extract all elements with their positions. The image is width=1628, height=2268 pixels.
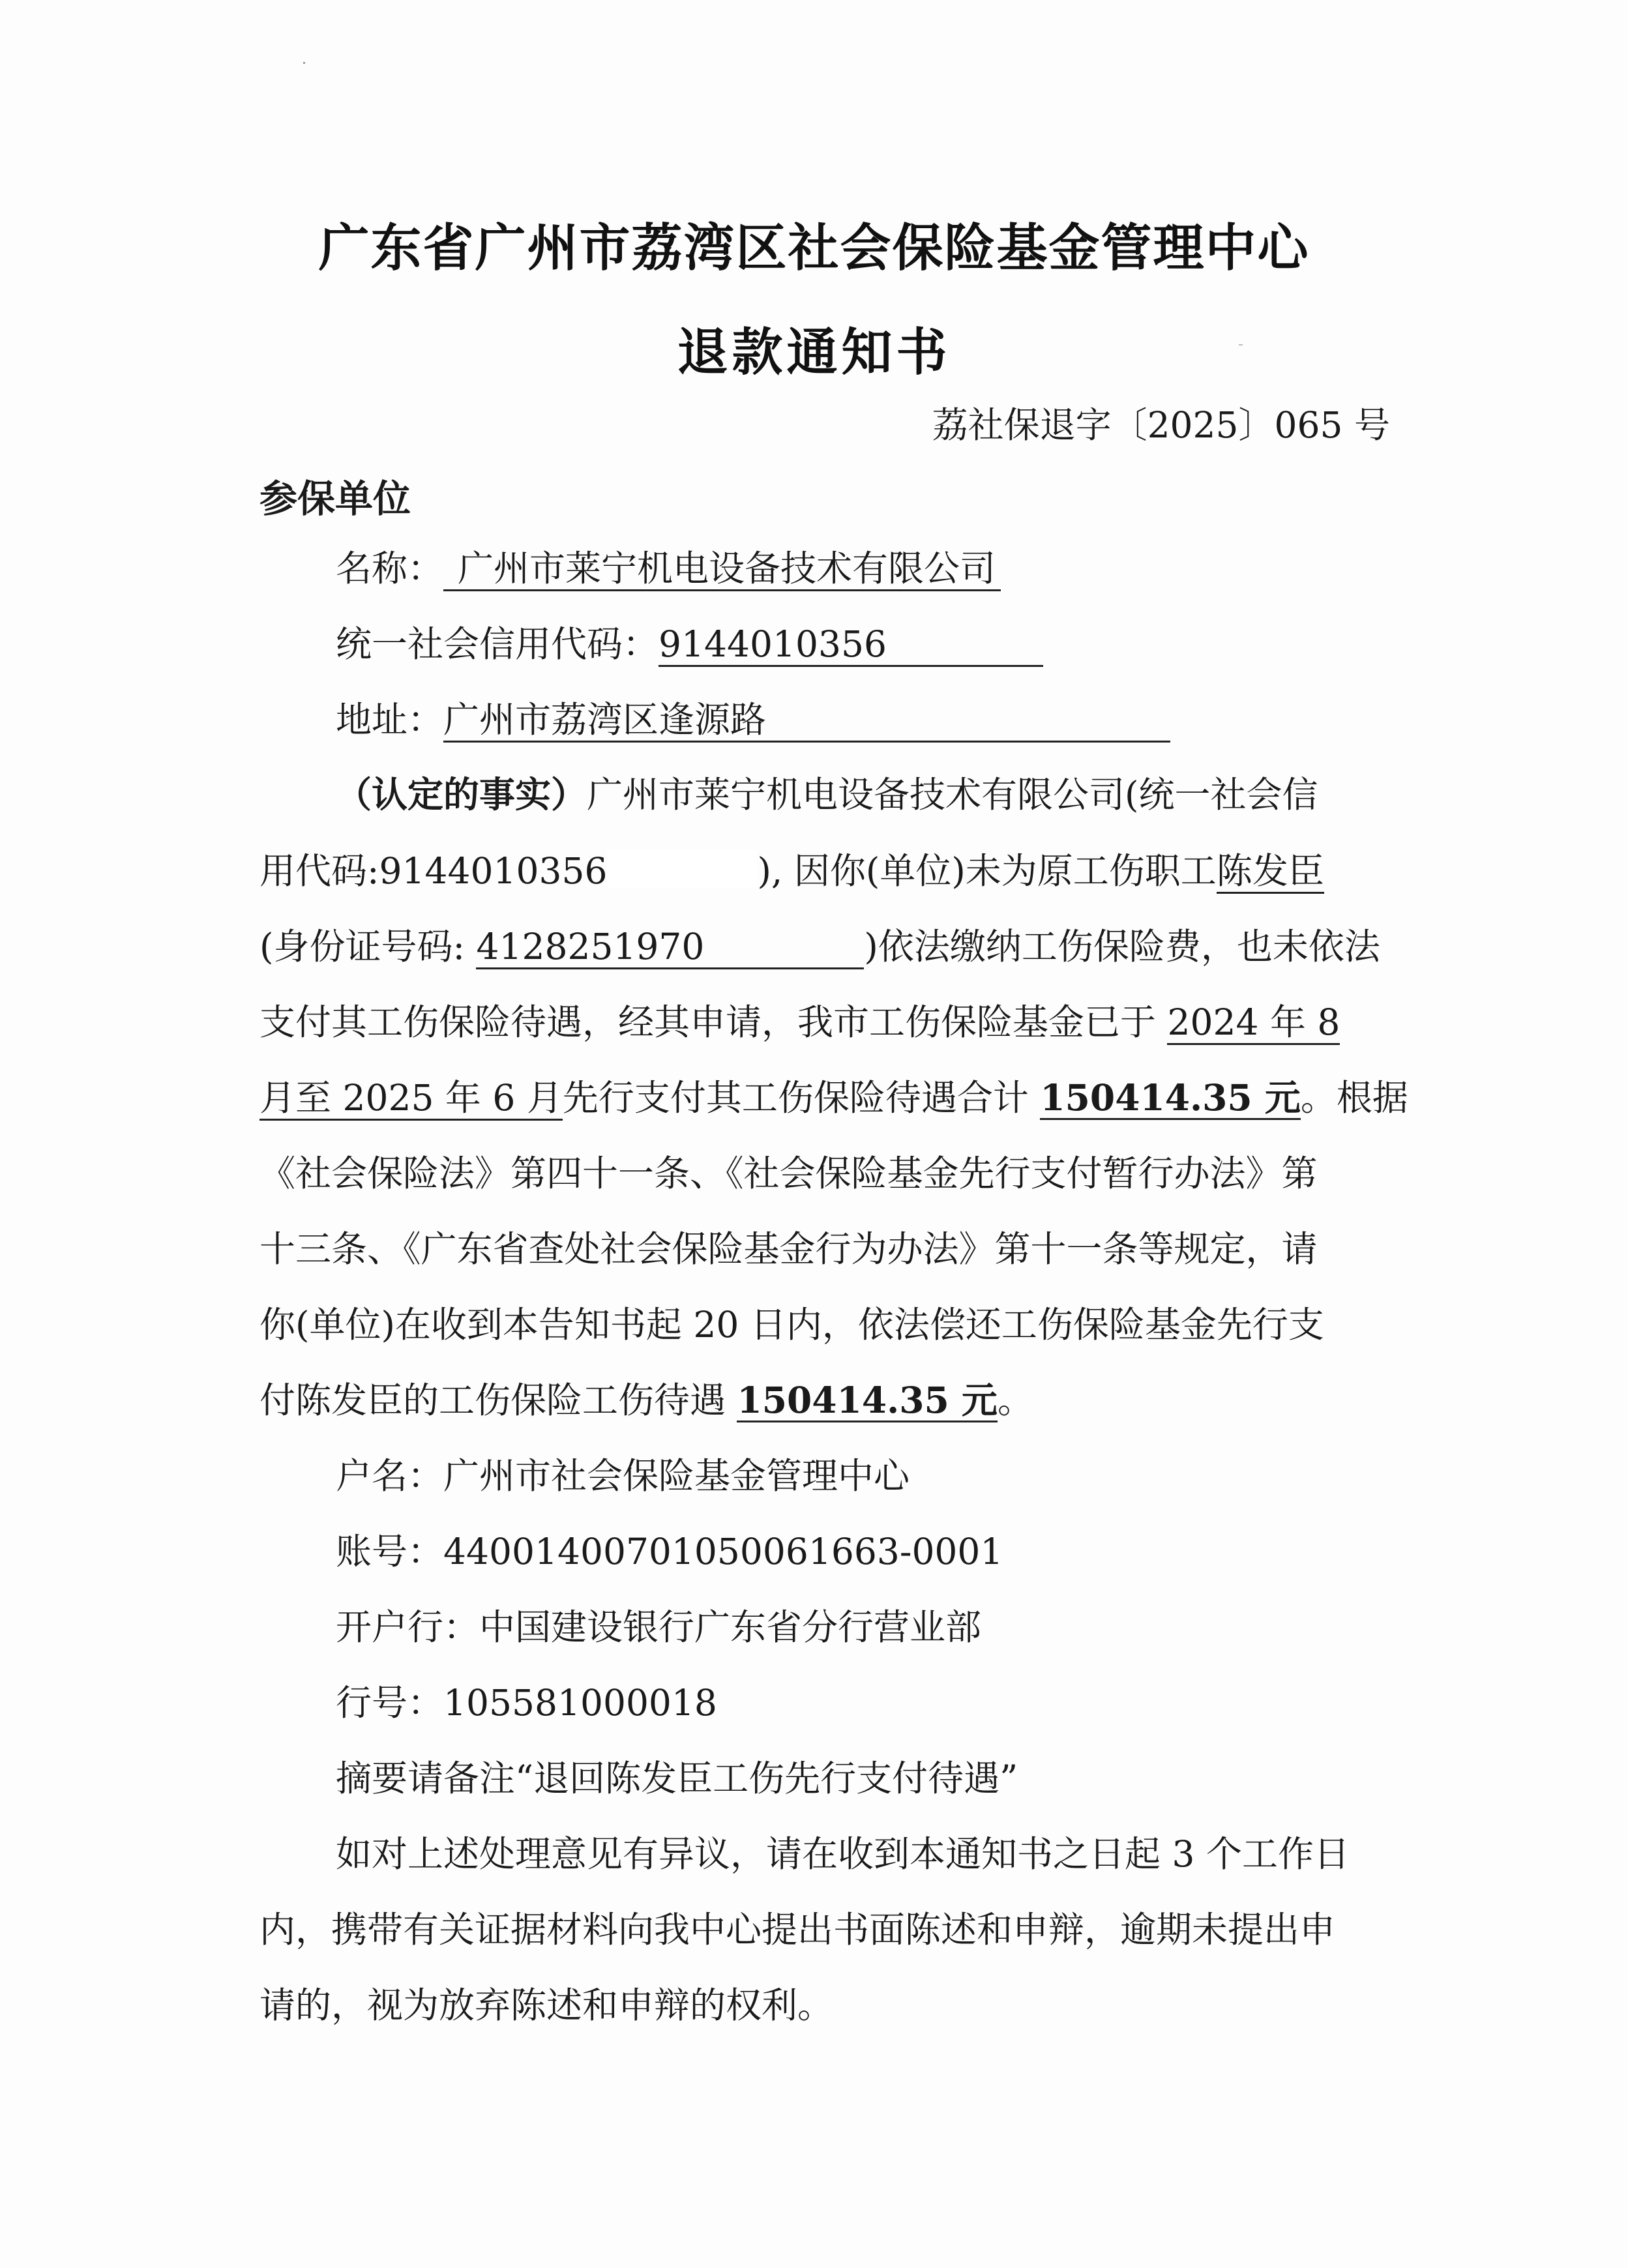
unit-name-label: 名称： [336,548,444,589]
id-number: 4128251970 [476,926,864,969]
unit-name-value: 广州市莱宁机电设备技术有限公司 [443,548,1001,591]
facts-text-9b: 。 [997,1379,1033,1421]
unit-name-row [336,540,1001,591]
facts-line-5 [259,1069,1408,1121]
objection-line-3: 请的，视为放弃陈述和申辩的权利。 [259,1984,834,2026]
objection-line-2: 内，携带有关证据材料向我中心提出书面陈述和申辩，逾期未提出申 [259,1909,1336,1951]
facts-text-3a: (身份证号码: [259,926,477,967]
account-number: 账号：44001400701050061663-0001 [336,1531,1003,1572]
facts-line-6: 《社会保险法》第四十一条、《社会保险基金先行支付暂行办法》第 [259,1153,1318,1194]
facts-text-1: 广州市莱宁机电设备技术有限公司(统一社会信 [587,774,1318,816]
period-end: 月至 2025 年 6 月 [259,1078,563,1121]
org-title: 广东省广州市荔湾区社会保险基金管理中心 [318,219,1310,278]
worker-name: 陈发臣 [1217,851,1324,894]
credit-code-row [336,615,1043,667]
account-name: 户名：广州市社会保险基金管理中心 [336,1455,910,1497]
facts-text-9a: 付陈发臣的工伤保险工伤待遇 [259,1379,737,1421]
facts-line-4 [259,994,1340,1045]
facts-text-5b: 先行支付其工伤保险待遇合计 [562,1077,1041,1119]
address-label: 地址： [336,699,444,741]
facts-line-3 [259,918,1380,969]
bank-code: 行号：105581000018 [336,1682,717,1724]
refund-amount: 150414.35 元 [1040,1077,1300,1120]
facts-text-4a: 支付其工伤保险待遇，经其申请，我市工伤保险基金已于 [259,1001,1168,1043]
facts-text-2a: 用代码:9144010356 [259,850,608,892]
scan-speck [303,62,305,64]
payment-memo: 摘要请备注“退回陈发臣工伤先行支付待遇” [336,1758,1018,1799]
period-start: 2024 年 8 [1167,1002,1340,1045]
refund-amount-2: 150414.35 元 [737,1379,997,1422]
credit-code-value: 9144010356 [659,624,1043,667]
document-number: 荔社保退字〔2025〕065 号 [932,404,1390,446]
objection-line-1: 如对上述处理意见有异议，请在收到本通知书之日起 3 个工作日 [336,1833,1350,1875]
facts-text-5c: 。根据 [1300,1077,1408,1119]
redaction-block [607,849,757,887]
facts-line-7: 十三条、《广东省查处社会保险基金行为办法》第十一条等规定，请 [259,1228,1318,1270]
address-row [336,691,1170,743]
bank-name: 开户行：中国建设银行广东省分行营业部 [336,1606,982,1648]
unit-section-label: 参保单位 [259,477,411,521]
address-value: 广州市荔湾区逢源路 [443,700,1170,743]
facts-line-2 [259,842,1324,894]
document-title: 退款通知书 [677,323,951,382]
facts-label: （认定的事实） [336,774,587,816]
facts-line-9 [259,1372,1033,1423]
facts-text-3b: )依法缴纳工伤保险费，也未依法 [864,926,1380,967]
facts-line-8: 你(单位)在收到本告知书起 20 日内，依法偿还工伤保险基金先行支 [259,1304,1324,1346]
facts-text-2b: ), 因你(单位)未为原工伤职工 [757,850,1217,892]
facts-line-1 [336,766,1318,817]
credit-code-label: 统一社会信用代码： [336,623,659,665]
